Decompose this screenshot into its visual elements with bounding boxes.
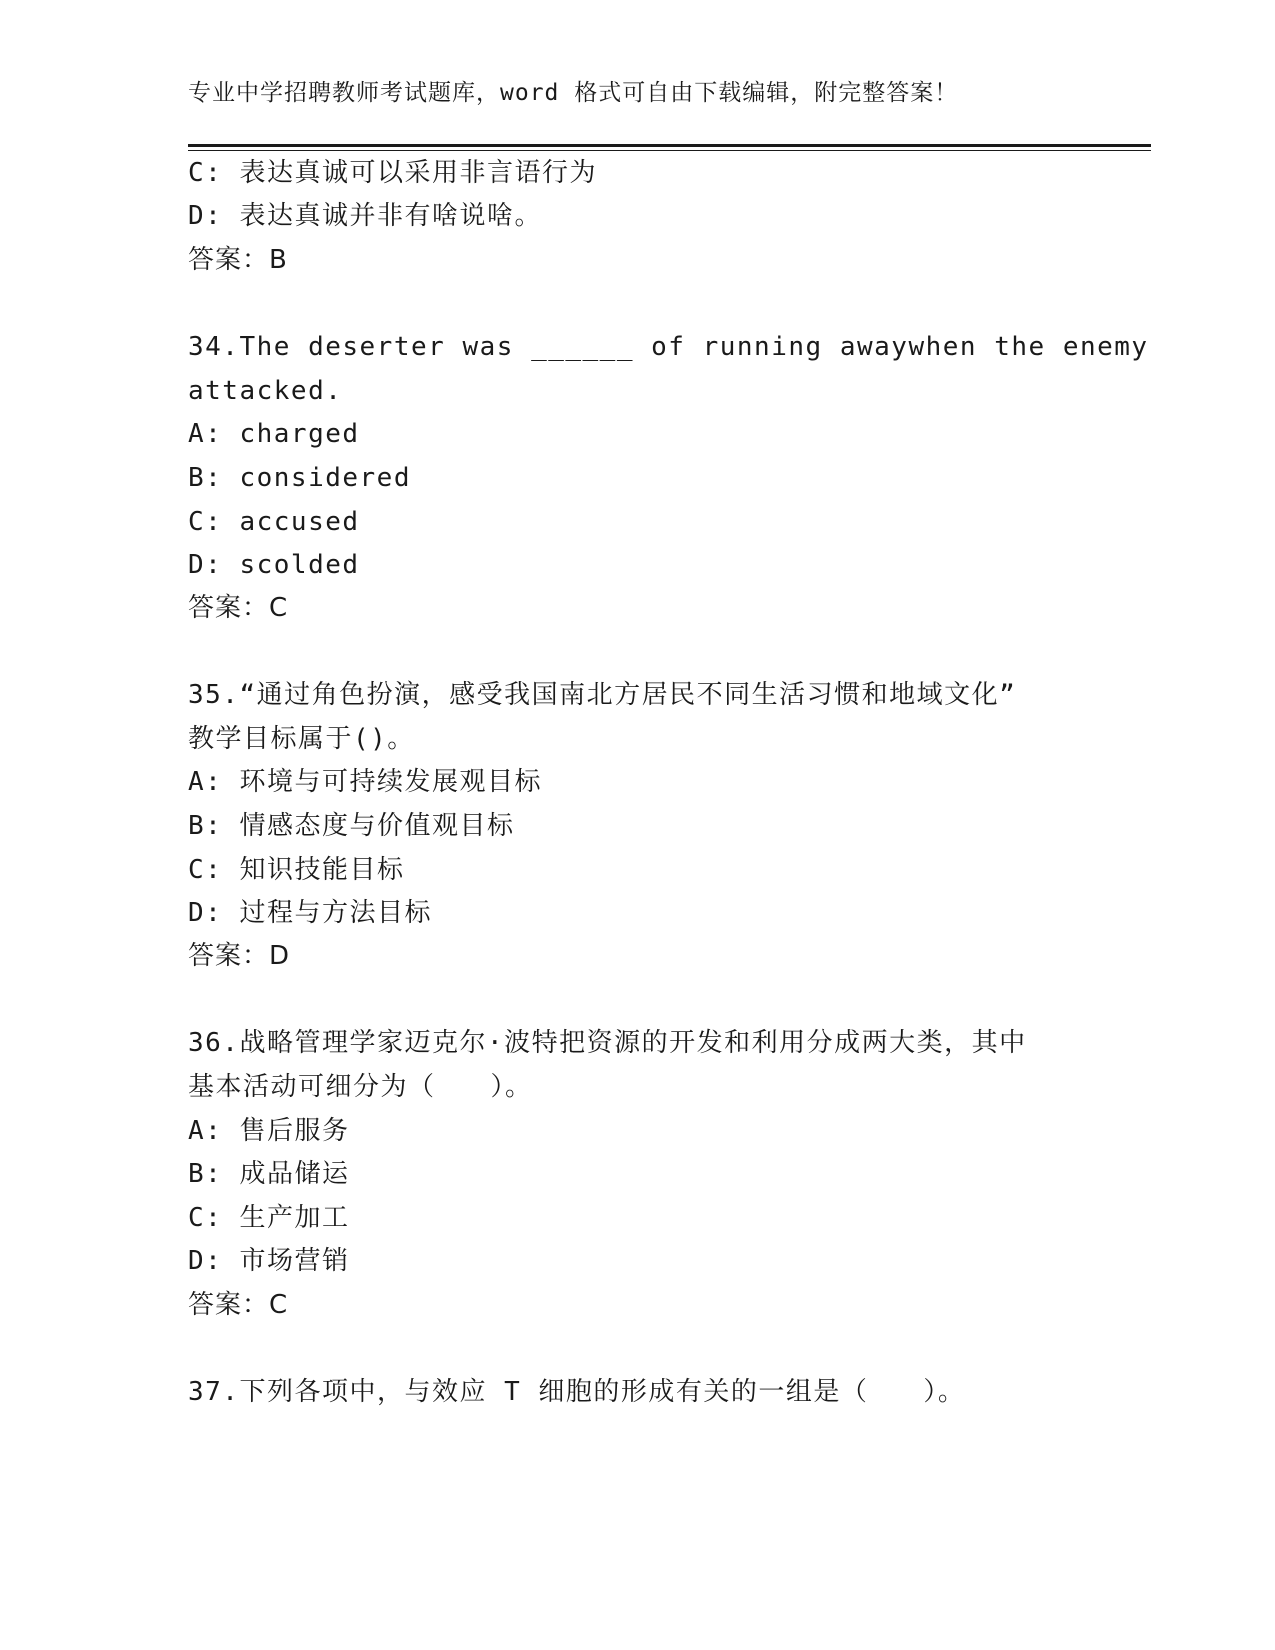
q34-option-a: A: charged [188, 419, 360, 449]
q35-option-d: D: 过程与方法目标 [188, 898, 432, 928]
q34-option-b: B: considered [188, 463, 411, 493]
q36-option-b: B: 成品储运 [188, 1159, 350, 1189]
q36-option-a: A: 售后服务 [188, 1116, 350, 1146]
page-header: 专业中学招聘教师考试题库，word 格式可自由下载编辑，附完整答案！ [188, 80, 959, 106]
q35-stem-line2: 教学目标属于()。 [188, 724, 415, 754]
q33-option-d: D: 表达真诚并非有啥说啥。 [188, 201, 542, 231]
q34-stem-line1: 34.The deserter was ______ of running awaywhen the enemy [188, 332, 1149, 362]
q34-option-c: C: accused [188, 507, 360, 537]
q36-stem-line2: 基本活动可细分为（ ）。 [188, 1072, 533, 1102]
q35-option-a: A: 环境与可持续发展观目标 [188, 767, 542, 797]
header-divider [188, 144, 1151, 151]
q35-option-c: C: 知识技能目标 [188, 855, 405, 885]
q35-answer: 答案：D [188, 941, 291, 971]
q36-option-c: C: 生产加工 [188, 1203, 350, 1233]
q34-stem-line2: attacked. [188, 376, 343, 406]
q36-answer: 答案：C [188, 1290, 289, 1320]
q37-stem-line1: 37.下列各项中，与效应 T 细胞的形成有关的一组是（ ）。 [188, 1377, 966, 1407]
q35-stem-line1: 35.“通过角色扮演，感受我国南北方居民不同生活习惯和地域文化” [188, 680, 1017, 710]
q35-option-b: B: 情感态度与价值观目标 [188, 811, 515, 841]
q33-answer: 答案：B [188, 245, 288, 275]
q36-option-d: D: 市场营销 [188, 1246, 350, 1276]
q36-stem-line1: 36.战略管理学家迈克尔·波特把资源的开发和利用分成两大类，其中 [188, 1028, 1027, 1058]
q34-option-d: D: scolded [188, 550, 360, 580]
q34-answer: 答案：C [188, 593, 289, 623]
q33-option-c: C: 表达真诚可以采用非言语行为 [188, 158, 597, 188]
